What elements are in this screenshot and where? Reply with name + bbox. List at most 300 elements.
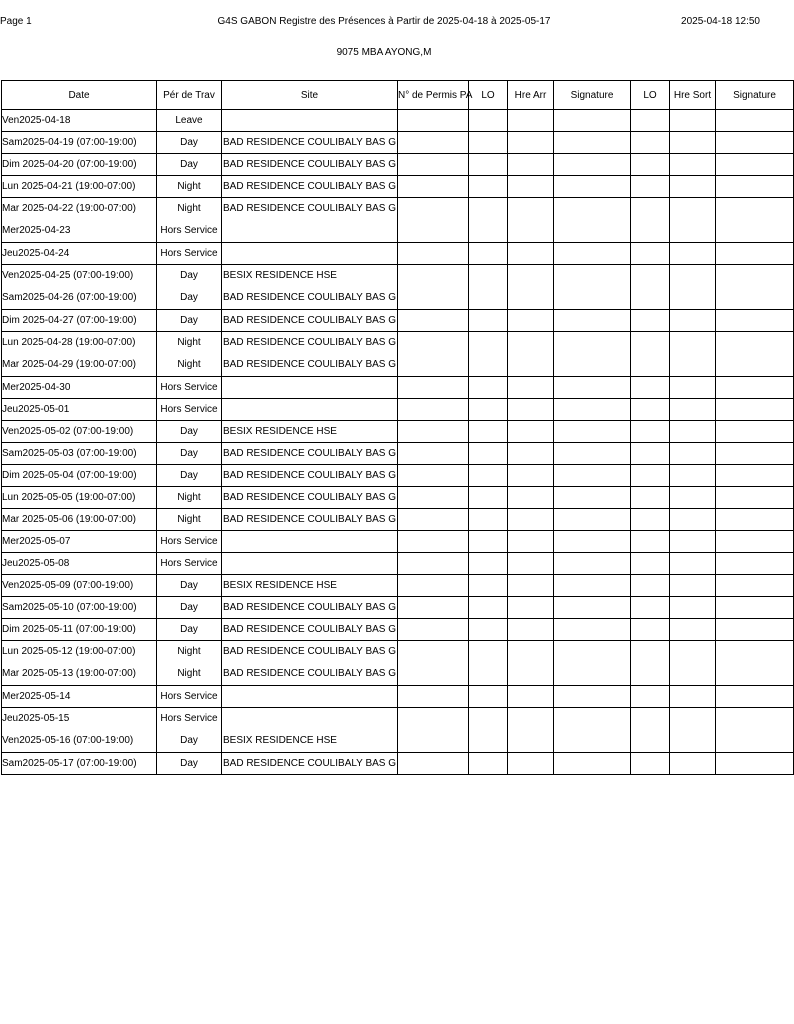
permit-cell: [398, 377, 469, 399]
date-cell-text: Mar 2025-04-22 (19:00-07:00): [2, 203, 136, 214]
arrival-time-cell: [508, 443, 554, 465]
shift-cell: [157, 575, 222, 597]
departure-signature-cell: [716, 531, 794, 553]
lo-arrival-cell: [469, 377, 508, 399]
shift-cell: [157, 686, 222, 708]
permit-cell: [398, 399, 469, 421]
date-cell-text: Sam2025-04-19 (07:00-19:00): [2, 137, 137, 148]
departure-signature-cell: [716, 509, 794, 531]
date-cell-text: Dim 2025-04-20 (07:00-19:00): [2, 159, 137, 170]
arrival-time-cell: [508, 332, 554, 377]
date-cell-text: Mer2025-04-23: [2, 225, 71, 236]
shift-cell: [157, 132, 222, 154]
shift-cell-text: Hors Service: [160, 558, 218, 569]
shift-cell: [157, 399, 222, 421]
permit-cell: [398, 753, 469, 775]
lo-arrival-cell: [469, 176, 508, 198]
arrival-signature-cell: [554, 265, 631, 310]
shift-cell: [157, 265, 222, 310]
lo-departure-cell: [631, 332, 670, 377]
arrival-time-cell: [508, 575, 554, 597]
lo-arrival-cell: [469, 132, 508, 154]
table-row: [2, 399, 794, 421]
shift-cell: [157, 243, 222, 265]
departure-signature-cell: [716, 399, 794, 421]
date-cell: [2, 575, 157, 597]
date-cell: [2, 465, 157, 487]
arrival-signature-cell: [554, 310, 631, 332]
lo-departure-cell: [631, 753, 670, 775]
lo-departure-cell: [631, 531, 670, 553]
lo-departure-cell: [631, 487, 670, 509]
arrival-time-cell: [508, 509, 554, 531]
table-row: [2, 421, 794, 443]
permit-cell: [398, 531, 469, 553]
lo-arrival-cell: [469, 753, 508, 775]
site-cell-text: [222, 713, 397, 725]
arrival-signature-cell: [554, 421, 631, 443]
shift-cell-text: Day: [180, 159, 198, 170]
site-cell-text: [222, 248, 397, 260]
lo-departure-cell: [631, 176, 670, 198]
lo-departure-cell: [631, 198, 670, 243]
site-cell: [222, 421, 398, 443]
lo-arrival-cell: [469, 575, 508, 597]
permit-cell: [398, 132, 469, 154]
employee-name: 9075 MBA AYONG,M: [336, 47, 432, 58]
shift-cell-text: Night: [177, 181, 201, 192]
arrival-time-cell: [508, 708, 554, 753]
arrival-signature-cell: [554, 243, 631, 265]
departure-time-cell: [670, 176, 716, 198]
date-cell: [2, 377, 157, 399]
date-cell-text: Ven2025-04-25 (07:00-19:00): [2, 270, 134, 281]
shift-cell-text: Night: [177, 646, 201, 657]
arrival-signature-cell: [554, 575, 631, 597]
lo-arrival-cell: [469, 597, 508, 619]
shift-cell-text: Night: [177, 203, 201, 214]
shift-cell-text: Hors Service: [160, 691, 218, 702]
date-cell-text: Dim 2025-04-27 (07:00-19:00): [2, 315, 137, 326]
lo-departure-cell: [631, 597, 670, 619]
permit-cell: [398, 198, 469, 243]
arrival-signature-cell: [554, 708, 631, 753]
date-cell: [2, 641, 157, 686]
permit-cell: [398, 265, 469, 310]
lo-arrival-cell: [469, 509, 508, 531]
shift-cell-text: Day: [180, 602, 198, 613]
site-cell: [222, 154, 398, 176]
lo-arrival-cell: [469, 531, 508, 553]
site-cell-text: [222, 558, 397, 570]
departure-time-cell: [670, 641, 716, 686]
shift-cell-text: Day: [180, 735, 198, 746]
arrival-signature-cell: [554, 509, 631, 531]
page-number: Page 1: [0, 16, 32, 27]
site-cell-text: BAD RESIDENCE COULIBALY BAS G: [223, 758, 397, 769]
lo-departure-cell: [631, 443, 670, 465]
shift-cell: [157, 198, 222, 243]
departure-time-cell: [670, 531, 716, 553]
shift-cell-text: Hors Service: [160, 225, 218, 236]
site-cell: [222, 597, 398, 619]
departure-signature-cell: [716, 487, 794, 509]
site-cell-text: [222, 691, 397, 703]
arrival-time-cell: [508, 377, 554, 399]
date-cell: [2, 597, 157, 619]
date-cell-text: Mer2025-05-07: [2, 536, 71, 547]
date-cell-text: Sam2025-05-03 (07:00-19:00): [2, 448, 137, 459]
lo-departure-cell: [631, 110, 670, 132]
arrival-time-cell: [508, 553, 554, 575]
site-cell-text: BAD RESIDENCE COULIBALY BAS G: [223, 624, 397, 635]
site-cell-text: [222, 382, 397, 394]
shift-cell-text: Hors Service: [160, 404, 218, 415]
lo-departure-cell: [631, 465, 670, 487]
lo-departure-cell: [631, 243, 670, 265]
shift-cell-text: Night: [177, 668, 201, 679]
col-lo-arrival: LO: [469, 81, 508, 110]
site-cell: [222, 575, 398, 597]
departure-time-cell: [670, 154, 716, 176]
lo-departure-cell: [631, 509, 670, 531]
date-cell: [2, 154, 157, 176]
site-cell-text: BAD RESIDENCE COULIBALY BAS G: [223, 646, 397, 657]
shift-cell: [157, 176, 222, 198]
shift-cell-text: Hors Service: [160, 713, 218, 724]
departure-signature-cell: [716, 332, 794, 377]
table-row: [2, 243, 794, 265]
shift-cell-text: Day: [180, 270, 198, 281]
lo-arrival-cell: [469, 154, 508, 176]
date-cell-text: Ven2025-05-02 (07:00-19:00): [2, 426, 134, 437]
permit-cell: [398, 641, 469, 686]
lo-arrival-cell: [469, 465, 508, 487]
table-row: [2, 619, 794, 641]
date-cell: [2, 708, 157, 753]
attendance-table: [1, 80, 794, 775]
arrival-signature-cell: [554, 132, 631, 154]
departure-signature-cell: [716, 443, 794, 465]
date-cell: [2, 132, 157, 154]
col-shift: Pér de Trav: [157, 81, 222, 110]
arrival-time-cell: [508, 597, 554, 619]
permit-cell: [398, 686, 469, 708]
table-row: [2, 641, 794, 686]
lo-arrival-cell: [469, 332, 508, 377]
site-cell-text: [222, 225, 397, 237]
site-cell: [222, 310, 398, 332]
arrival-signature-cell: [554, 399, 631, 421]
arrival-signature-cell: [554, 176, 631, 198]
departure-signature-cell: [716, 243, 794, 265]
departure-signature-cell: [716, 154, 794, 176]
site-cell: [222, 110, 398, 132]
departure-signature-cell: [716, 310, 794, 332]
departure-signature-cell: [716, 265, 794, 310]
departure-time-cell: [670, 553, 716, 575]
date-cell: [2, 198, 157, 243]
site-cell-text: BAD RESIDENCE COULIBALY BAS G: [223, 337, 397, 348]
arrival-time-cell: [508, 310, 554, 332]
site-cell: [222, 531, 398, 553]
site-cell: [222, 619, 398, 641]
date-cell: [2, 110, 157, 132]
arrival-signature-cell: [554, 487, 631, 509]
arrival-time-cell: [508, 531, 554, 553]
departure-signature-cell: [716, 686, 794, 708]
lo-departure-cell: [631, 399, 670, 421]
table-row: [2, 198, 794, 243]
site-cell: [222, 198, 398, 243]
date-cell: [2, 399, 157, 421]
table-row: [2, 110, 794, 132]
col-permit: N° de Permis PA: [398, 81, 469, 110]
date-cell: [2, 509, 157, 531]
lo-departure-cell: [631, 132, 670, 154]
departure-time-cell: [670, 686, 716, 708]
date-cell-text: Sam2025-04-26 (07:00-19:00): [2, 292, 137, 303]
shift-cell: [157, 443, 222, 465]
departure-time-cell: [670, 421, 716, 443]
arrival-time-cell: [508, 110, 554, 132]
departure-signature-cell: [716, 132, 794, 154]
site-cell-text: BAD RESIDENCE COULIBALY BAS G: [223, 492, 397, 503]
departure-time-cell: [670, 597, 716, 619]
lo-departure-cell: [631, 310, 670, 332]
departure-time-cell: [670, 265, 716, 310]
departure-time-cell: [670, 399, 716, 421]
departure-time-cell: [670, 753, 716, 775]
arrival-time-cell: [508, 421, 554, 443]
arrival-signature-cell: [554, 377, 631, 399]
shift-cell: [157, 531, 222, 553]
lo-arrival-cell: [469, 553, 508, 575]
shift-cell-text: Hors Service: [160, 248, 218, 259]
table-row: [2, 686, 794, 708]
lo-arrival-cell: [469, 310, 508, 332]
shift-cell: [157, 310, 222, 332]
shift-cell: [157, 332, 222, 377]
shift-cell-text: Leave: [175, 115, 203, 126]
departure-signature-cell: [716, 421, 794, 443]
shift-cell-text: Day: [180, 580, 198, 591]
arrival-signature-cell: [554, 597, 631, 619]
lo-departure-cell: [631, 553, 670, 575]
date-cell-text: Mar 2025-05-06 (19:00-07:00): [2, 514, 136, 525]
site-cell-text: BAD RESIDENCE COULIBALY BAS G: [223, 470, 397, 481]
site-cell-text: BAD RESIDENCE COULIBALY BAS G: [223, 668, 397, 679]
shift-cell: [157, 465, 222, 487]
lo-departure-cell: [631, 619, 670, 641]
date-cell: [2, 531, 157, 553]
date-cell-text: Lun 2025-05-12 (19:00-07:00): [2, 646, 136, 657]
site-cell-text: BESIX RESIDENCE HSE: [223, 426, 337, 437]
arrival-signature-cell: [554, 686, 631, 708]
date-cell: [2, 310, 157, 332]
departure-signature-cell: [716, 176, 794, 198]
permit-cell: [398, 110, 469, 132]
departure-signature-cell: [716, 619, 794, 641]
departure-time-cell: [670, 332, 716, 377]
site-cell-text: BESIX RESIDENCE HSE: [223, 580, 337, 591]
arrival-signature-cell: [554, 753, 631, 775]
lo-departure-cell: [631, 575, 670, 597]
date-cell: [2, 421, 157, 443]
departure-signature-cell: [716, 597, 794, 619]
site-cell: [222, 708, 398, 753]
shift-cell: [157, 377, 222, 399]
departure-time-cell: [670, 619, 716, 641]
site-cell-text: BAD RESIDENCE COULIBALY BAS G: [223, 448, 397, 459]
site-cell: [222, 686, 398, 708]
departure-time-cell: [670, 575, 716, 597]
date-cell-text: Lun 2025-04-28 (19:00-07:00): [2, 337, 136, 348]
site-cell: [222, 509, 398, 531]
date-cell-text: Jeu2025-04-24: [2, 248, 70, 259]
date-cell-text: Dim 2025-05-11 (07:00-19:00): [2, 624, 136, 635]
lo-arrival-cell: [469, 399, 508, 421]
departure-signature-cell: [716, 641, 794, 686]
departure-signature-cell: [716, 377, 794, 399]
departure-signature-cell: [716, 553, 794, 575]
site-cell: [222, 132, 398, 154]
arrival-time-cell: [508, 487, 554, 509]
date-cell: [2, 487, 157, 509]
permit-cell: [398, 443, 469, 465]
site-cell-text: BAD RESIDENCE COULIBALY BAS G: [223, 159, 397, 170]
arrival-signature-cell: [554, 332, 631, 377]
table-row: [2, 708, 794, 753]
permit-cell: [398, 465, 469, 487]
shift-cell-text: Day: [180, 292, 198, 303]
table-row: [2, 487, 794, 509]
lo-arrival-cell: [469, 641, 508, 686]
site-cell-text: BAD RESIDENCE COULIBALY BAS G: [223, 203, 397, 214]
date-cell: [2, 243, 157, 265]
site-cell: [222, 399, 398, 421]
col-date: Date: [2, 81, 157, 110]
departure-time-cell: [670, 708, 716, 753]
table-header-row: [2, 81, 794, 110]
site-cell: [222, 243, 398, 265]
arrival-signature-cell: [554, 641, 631, 686]
lo-departure-cell: [631, 154, 670, 176]
shift-cell-text: Day: [180, 448, 198, 459]
departure-time-cell: [670, 243, 716, 265]
site-cell-text: BAD RESIDENCE COULIBALY BAS G: [223, 137, 397, 148]
site-cell-text: BAD RESIDENCE COULIBALY BAS G: [223, 359, 397, 370]
shift-cell: [157, 753, 222, 775]
shift-cell-text: Day: [180, 470, 198, 481]
date-cell-text: Ven2025-05-16 (07:00-19:00): [2, 735, 134, 746]
departure-time-cell: [670, 310, 716, 332]
arrival-signature-cell: [554, 465, 631, 487]
permit-cell: [398, 597, 469, 619]
departure-signature-cell: [716, 753, 794, 775]
date-cell: [2, 176, 157, 198]
site-cell-text: BESIX RESIDENCE HSE: [223, 735, 337, 746]
lo-arrival-cell: [469, 686, 508, 708]
site-cell-text: BAD RESIDENCE COULIBALY BAS G: [223, 514, 397, 525]
report-title: G4S GABON Registre des Présences à Partir de 2025-04-18 à 2025-05-17: [217, 16, 551, 27]
table-row: [2, 377, 794, 399]
site-cell: [222, 753, 398, 775]
shift-cell: [157, 619, 222, 641]
departure-signature-cell: [716, 708, 794, 753]
shift-cell: [157, 154, 222, 176]
date-cell-text: Jeu2025-05-08: [2, 558, 70, 569]
shift-cell: [157, 509, 222, 531]
site-cell: [222, 265, 398, 310]
arrival-time-cell: [508, 641, 554, 686]
site-cell-text: [222, 536, 397, 548]
arrival-time-cell: [508, 465, 554, 487]
date-cell-text: Lun 2025-05-05 (19:00-07:00): [2, 492, 136, 503]
departure-time-cell: [670, 465, 716, 487]
date-cell-text: Dim 2025-05-04 (07:00-19:00): [2, 470, 137, 481]
date-cell-text: Sam2025-05-10 (07:00-19:00): [2, 602, 137, 613]
departure-time-cell: [670, 377, 716, 399]
table-row: [2, 509, 794, 531]
site-cell: [222, 641, 398, 686]
table-row: [2, 332, 794, 377]
lo-arrival-cell: [469, 708, 508, 753]
table-row: [2, 597, 794, 619]
permit-cell: [398, 421, 469, 443]
lo-arrival-cell: [469, 487, 508, 509]
date-cell-text: Ven2025-04-18: [2, 115, 71, 126]
date-cell-text: Mer2025-05-14: [2, 691, 71, 702]
site-cell-text: BAD RESIDENCE COULIBALY BAS G: [223, 181, 397, 192]
site-cell: [222, 487, 398, 509]
date-cell: [2, 553, 157, 575]
departure-time-cell: [670, 198, 716, 243]
date-cell: [2, 619, 157, 641]
arrival-time-cell: [508, 399, 554, 421]
arrival-time-cell: [508, 265, 554, 310]
shift-cell-text: Day: [180, 137, 198, 148]
site-cell-text: BESIX RESIDENCE HSE: [223, 270, 337, 281]
lo-arrival-cell: [469, 421, 508, 443]
site-cell-text: BAD RESIDENCE COULIBALY BAS G: [223, 315, 397, 326]
departure-time-cell: [670, 132, 716, 154]
site-cell: [222, 443, 398, 465]
arrival-time-cell: [508, 753, 554, 775]
date-cell: [2, 332, 157, 377]
permit-cell: [398, 487, 469, 509]
arrival-signature-cell: [554, 154, 631, 176]
table-row: [2, 465, 794, 487]
permit-cell: [398, 553, 469, 575]
lo-arrival-cell: [469, 198, 508, 243]
lo-departure-cell: [631, 708, 670, 753]
shift-cell-text: Day: [180, 758, 198, 769]
departure-signature-cell: [716, 110, 794, 132]
shift-cell: [157, 641, 222, 686]
departure-time-cell: [670, 487, 716, 509]
date-cell-text: Mar 2025-05-13 (19:00-07:00): [2, 668, 136, 679]
lo-arrival-cell: [469, 619, 508, 641]
col-arrival-signature: Signature: [554, 81, 631, 110]
col-lo-departure: LO: [631, 81, 670, 110]
table-row: [2, 575, 794, 597]
date-cell-text: Jeu2025-05-15: [2, 713, 70, 724]
table-row: [2, 176, 794, 198]
shift-cell-text: Day: [180, 624, 198, 635]
shift-cell-text: Night: [177, 359, 201, 370]
departure-signature-cell: [716, 575, 794, 597]
